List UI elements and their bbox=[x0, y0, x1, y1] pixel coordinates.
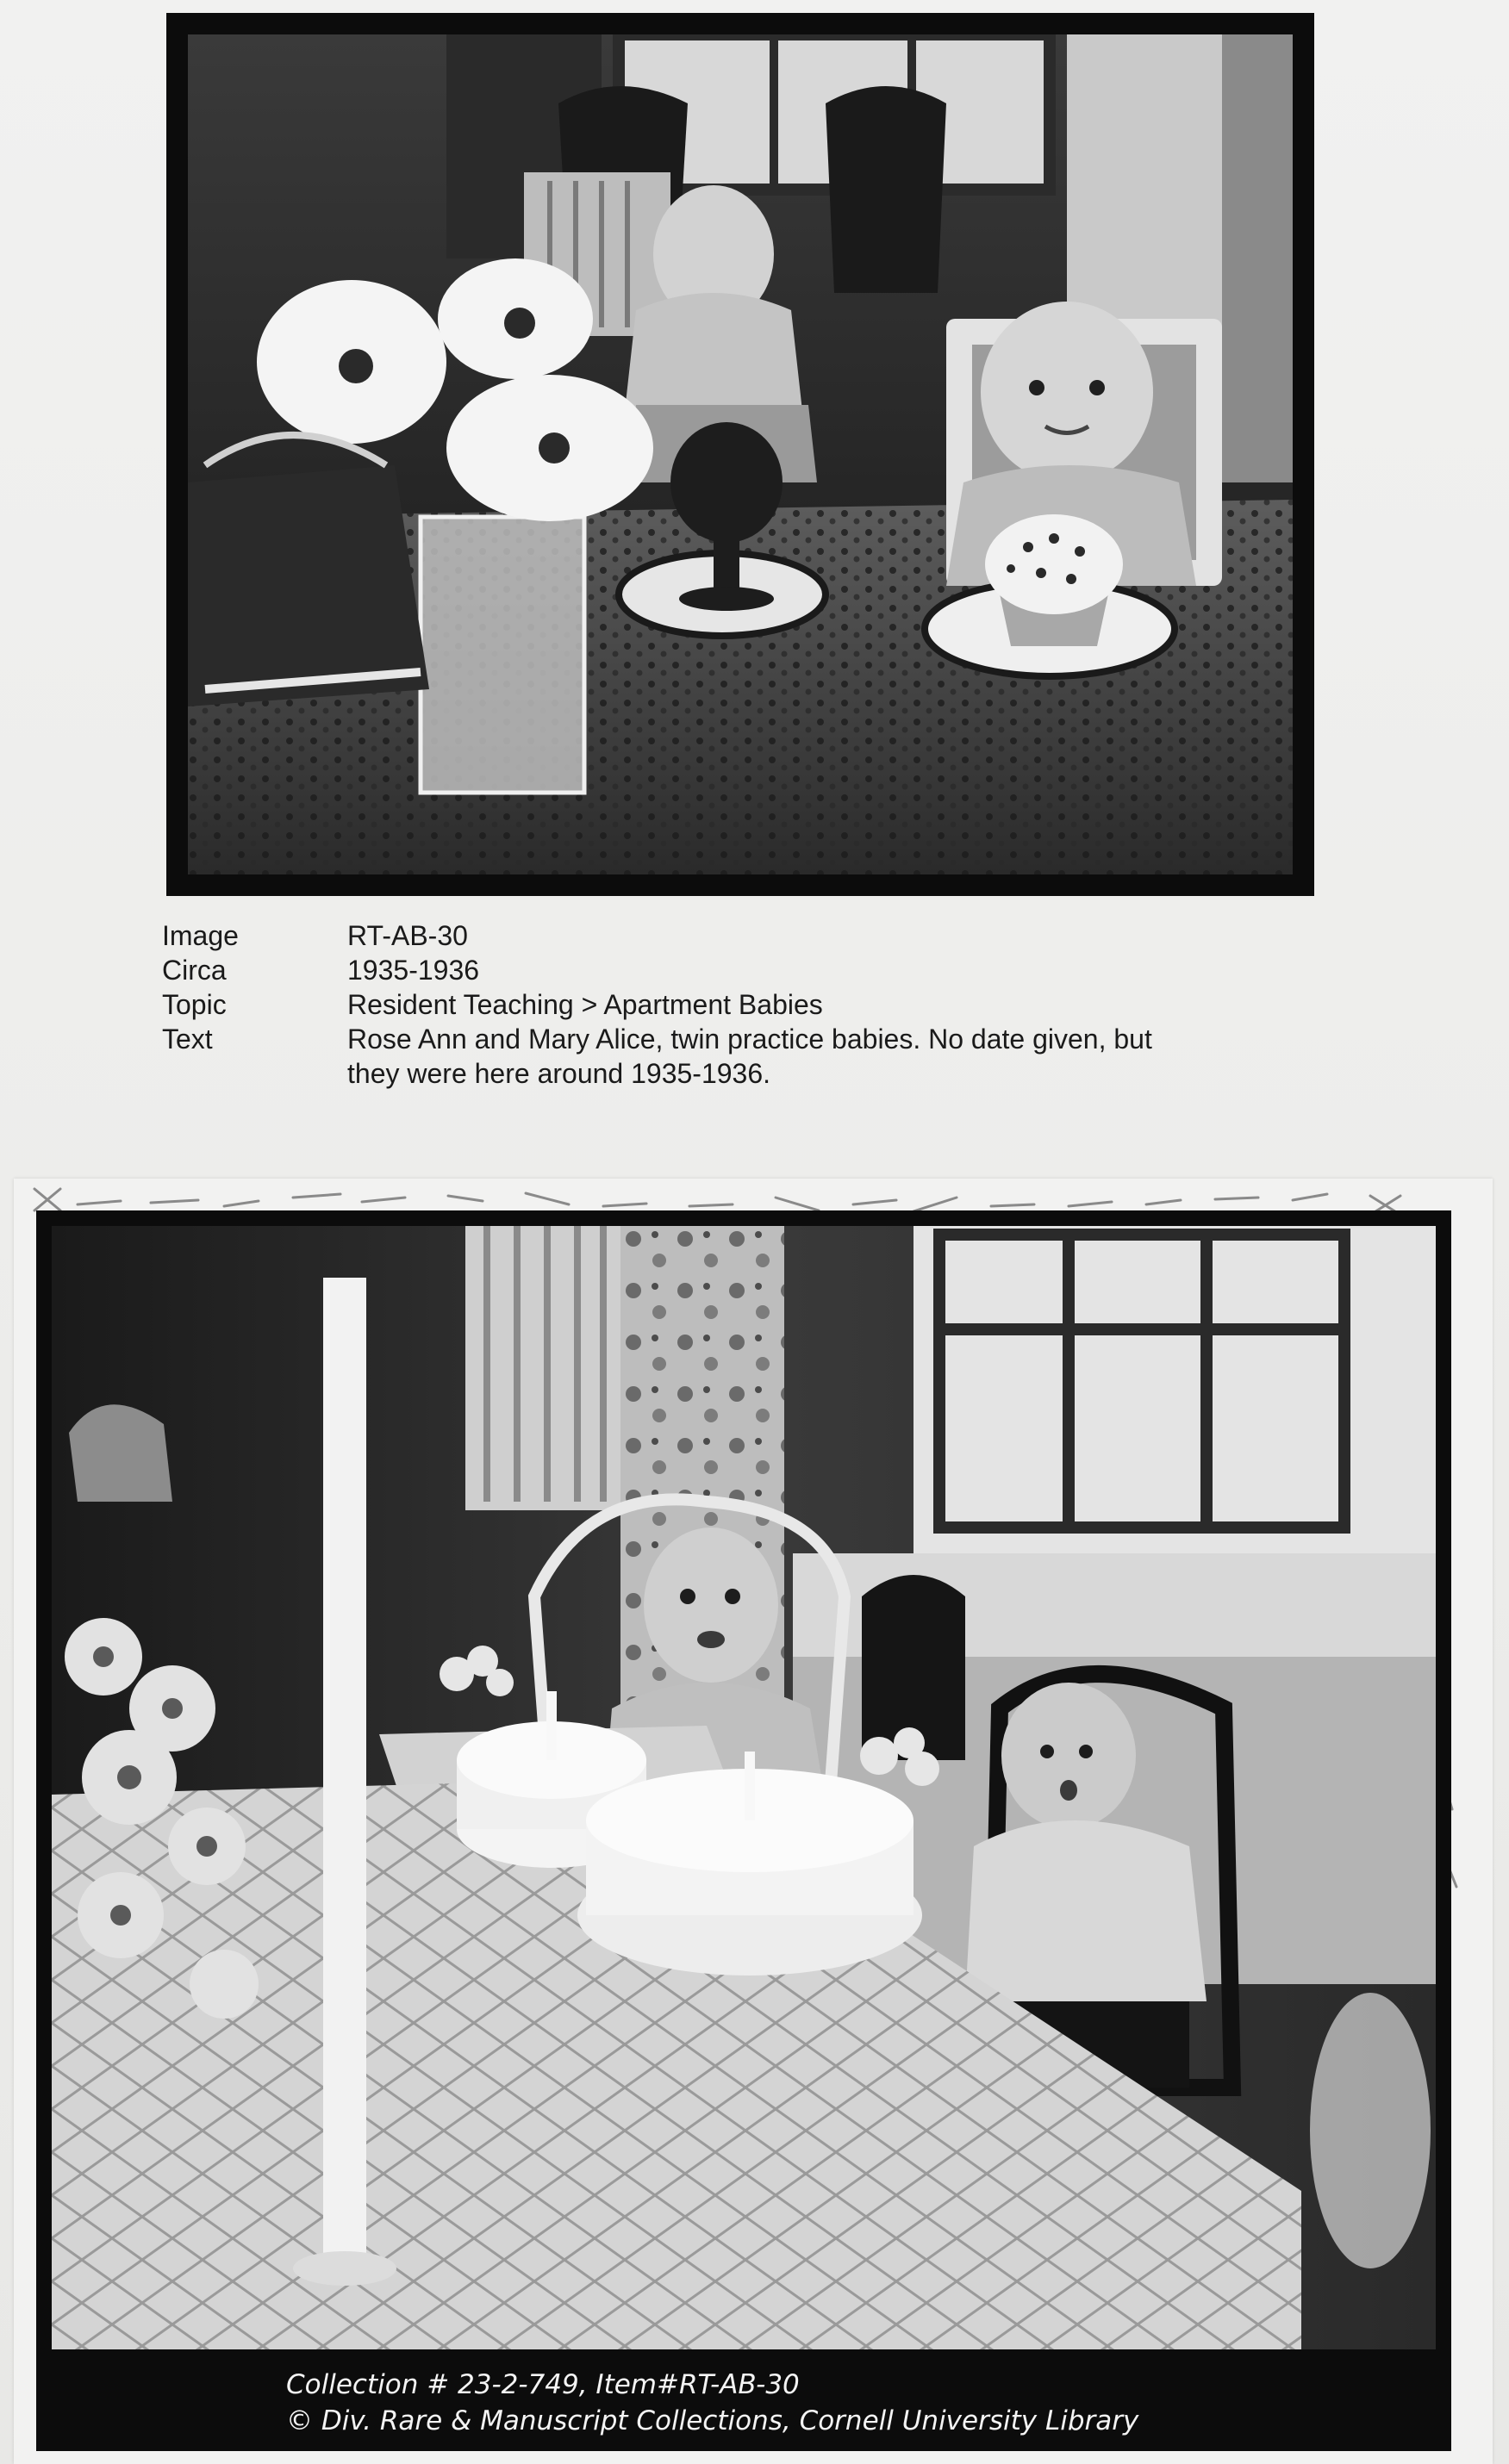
text-value bbox=[347, 1022, 1300, 1091]
topic-value: Resident Teaching > Apartment Babies bbox=[347, 989, 823, 1020]
text-value-line-2: they were here around 1935-1936. bbox=[347, 1058, 771, 1089]
copyright-line: © Div. Rare & Manuscript Collections, Cornell University Library bbox=[286, 2405, 1139, 2436]
collection-number: Collection # 23-2-749, Item#RT-AB-30 bbox=[286, 2369, 800, 2400]
text-value-line-1: Rose Ann and Mary Alice, twin practice babies. No date given, but bbox=[347, 1024, 1152, 1055]
metadata-row-circa bbox=[162, 953, 1300, 987]
bottom-photograph bbox=[36, 1210, 1451, 2365]
metadata-row-topic bbox=[162, 987, 1300, 1022]
circa-value: 1935-1936 bbox=[347, 955, 480, 986]
image-label: Image bbox=[162, 920, 239, 951]
collection-caption bbox=[36, 2356, 1451, 2451]
topic-label: Topic bbox=[162, 989, 227, 1020]
metadata-row-image bbox=[162, 918, 1300, 953]
metadata-row-text bbox=[162, 1022, 1300, 1091]
image-metadata bbox=[162, 918, 1300, 1091]
twin-babies-photo bbox=[52, 1226, 1436, 2349]
circa-label: Circa bbox=[162, 955, 227, 986]
doll-table-photo bbox=[188, 34, 1293, 874]
text-label: Text bbox=[162, 1024, 213, 1055]
image-id: RT-AB-30 bbox=[347, 920, 468, 951]
top-photograph bbox=[166, 13, 1314, 896]
